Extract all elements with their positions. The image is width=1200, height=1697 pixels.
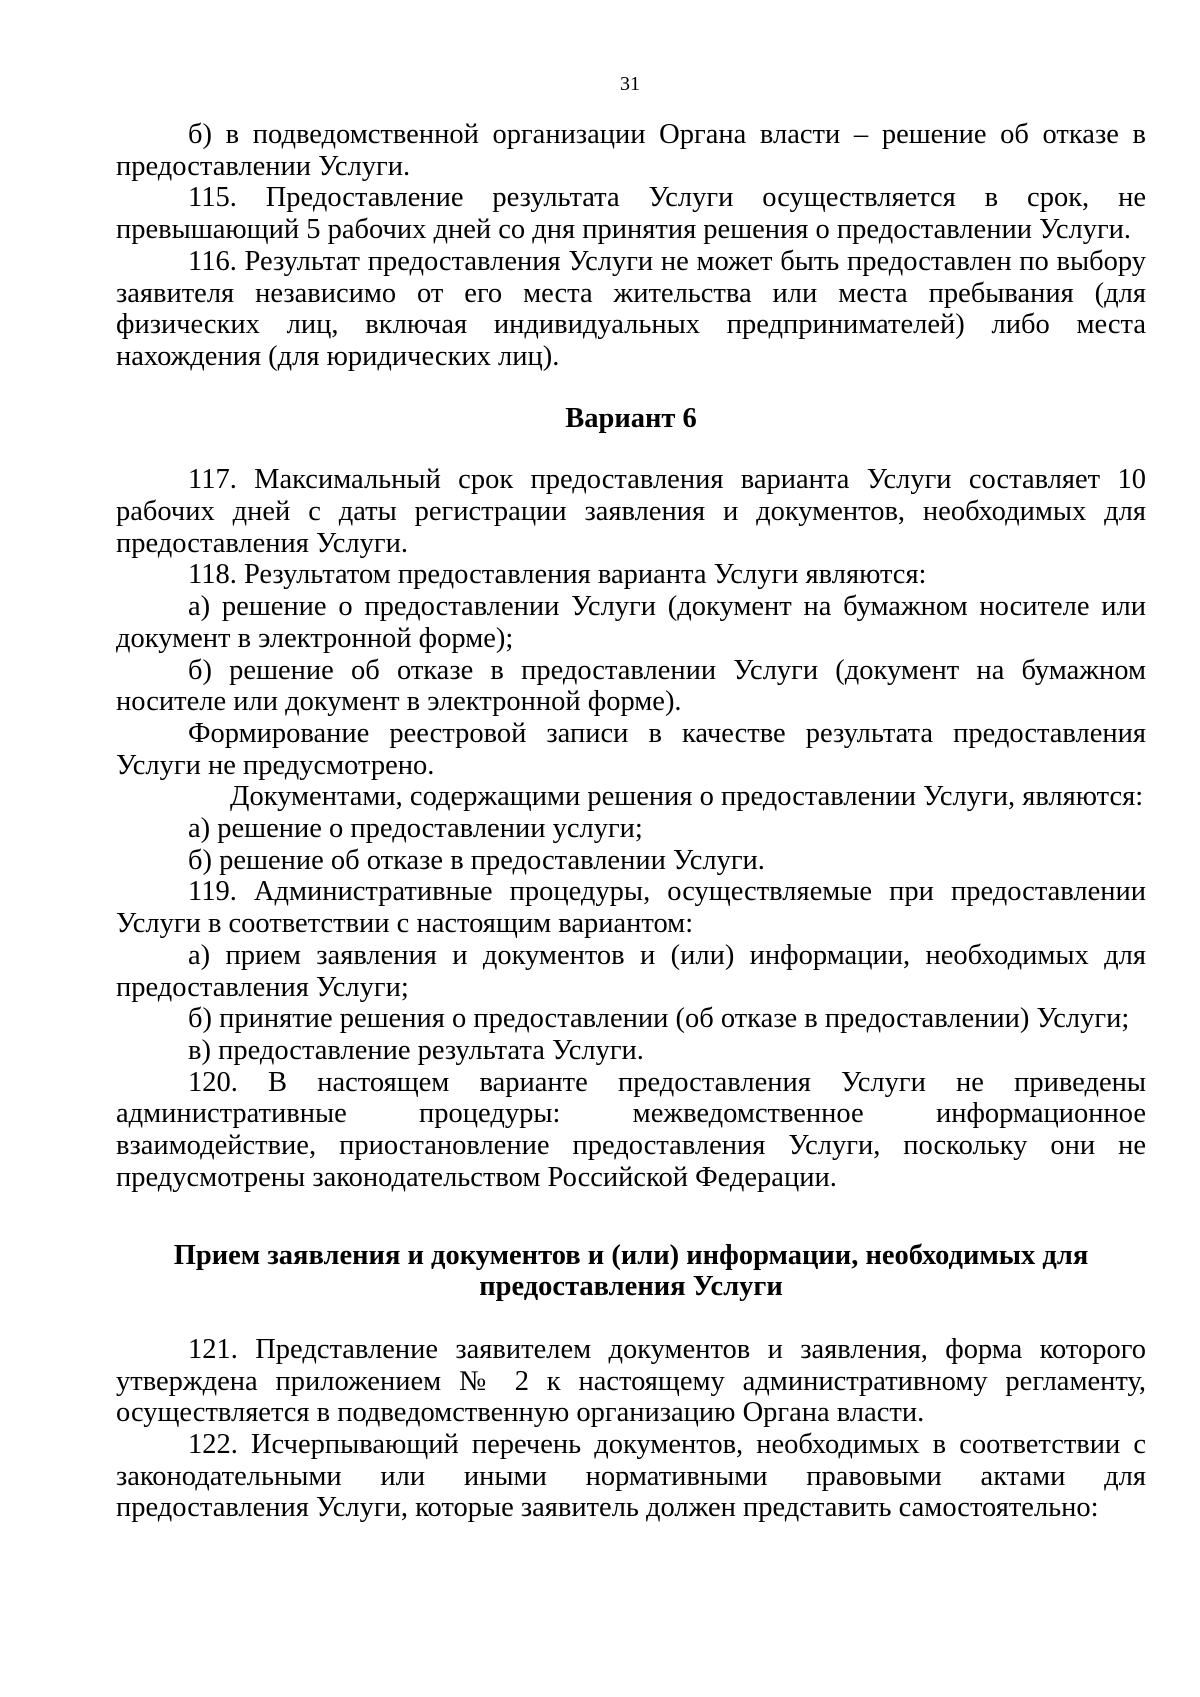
documents-intro: Документами, содержащими решения о предоставлении Услуги, являются: [230,781,1144,813]
paragraph-119: 119. Административные процедуры, осуществляемые при предоставлении Услуги в соответствии с настоящим вариантом: [116,876,1146,940]
paragraph-122: 122. Исчерпывающий перечень документов, необходимых в соответствии с законодательными или иными нормативными правовыми актами для предоставления Услуги, которые заявитель должен представить самостоятельно: [116,1429,1146,1524]
heading-section: Прием заявления и документов и (или) информации, необходимых для предоставления Услуги [173,1239,1089,1303]
paragraph: б) в подведомственной организации Органа власти – решение об отказе в предоставлении Услуги. [116,119,1146,182]
page-number: 31 [620,73,640,95]
paragraph-116: 116. Результат предоставления Услуги не может быть предоставлен по выбору заявителя независимо от его места жительства или места пребывания (для физических лиц, включая индивидуальных предпринимателей) либо места нахождения (для юридических лиц). [116,245,1146,372]
paragraph-115: 115. Предоставление результата Услуги осуществляется в срок, не превышающий 5 рабочих дней со дня принятия решения о предоставлении Услуги. [116,182,1146,246]
paragraph: в) предоставление результата Услуги. [188,1034,644,1066]
heading-variant: Вариант 6 [565,402,697,434]
paragraph-117: 117. Максимальный срок предоставления варианта Услуги составляет 10 рабочих дней с даты регистрации заявления и документов, необходимых для предоставления Услуги. [116,464,1146,559]
document-body [116,119,1146,1524]
paragraph: б) решение об отказе в предоставлении Услуги. [188,844,765,876]
paragraph-118: 118. Результатом предоставления варианта Услуги являются: [188,559,927,591]
paragraph: б) решение об отказе в предоставлении Услуги (документ на бумажном носителе или документ в электронной форме). [116,654,1146,718]
paragraph: а) решение о предоставлении услуги; [188,813,643,845]
paragraph: б) принятие решения о предоставлении (об отказе в предоставлении) Услуги; [188,1003,1130,1035]
paragraph: Формирование реестровой записи в качестве результата предоставления Услуги не предусмотрено. [116,717,1146,781]
paragraph: а) решение о предоставлении Услуги (документ на бумажном носителе или документ в электронной форме); [116,591,1146,654]
paragraph-120: 120. В настоящем варианте предоставления Услуги не приведены административные процедуры: межведомственное информационное взаимодействие, приостановление предоставления Услуги, поскольку они не предусмотрены законодательством Российской Федерации. [116,1066,1146,1193]
paragraph: а) прием заявления и документов и (или) информации, необходимых для предоставления Услуги; [116,939,1146,1003]
paragraph-121: 121. Представление заявителем документов и заявления, форма которого утверждена приложением № 2 к настоящему административному регламенту, осуществляется в подведомственную организацию Органа власти. [116,1333,1146,1429]
